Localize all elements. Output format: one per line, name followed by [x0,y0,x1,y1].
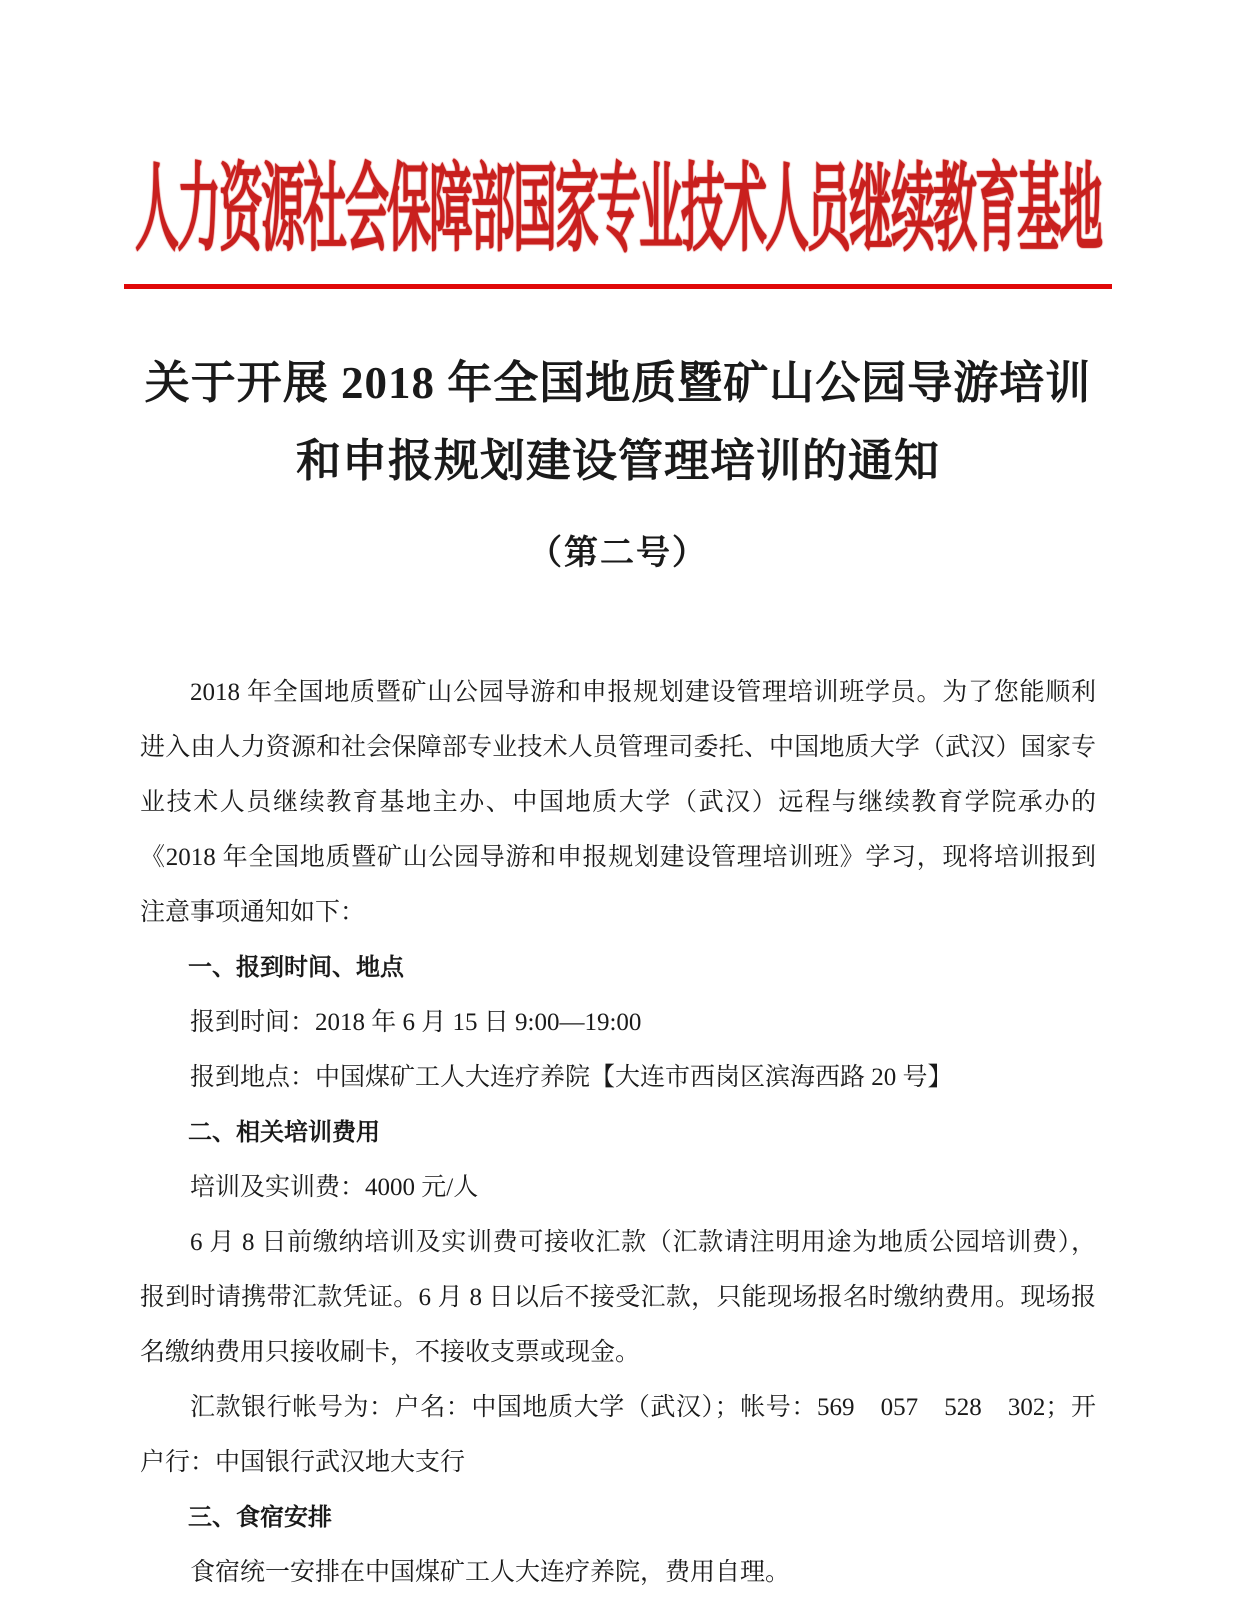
header-banner [0,156,1236,265]
document-title [0,344,1236,500]
section-heading-accommodation: 三、食宿安排 [188,1503,332,1531]
title-line-1: 关于开展 2018 年全国地质暨矿山公园导游培训 [144,358,1092,408]
section-heading-report-time: 一、报到时间、地点 [188,953,404,981]
paragraph-report-location: 报到地点：中国煤矿工人大连疗养院【大连市西岗区滨海西路 20 号】 [190,1064,953,1091]
header-rule [124,284,1112,289]
document-body [140,665,1096,1600]
paragraph-accommodation: 食宿统一安排在中国煤矿工人大连疗养院，费用自理。 [190,1559,791,1586]
section-heading-training-fees: 二、相关培训费用 [188,1118,380,1146]
header-banner-text: 人力资源社会保障部国家专业技术人员继续教育基地 [135,156,1101,265]
title-line-2: 和申报规划建设管理培训的通知 [295,436,940,486]
paragraph-payment-rules: 6 月 8 日前缴纳培训及实训费可接收汇款（汇款请注明用途为地质公园培训费），报到时请携带汇款凭证。6 月 8 日以后不接受汇款，只能现场报名时缴纳费用。现场报名缴纳费用只接收刷卡，不接收支票或现金。 [140,1229,1096,1366]
document-subtitle: （第二号） [528,535,708,572]
paragraph-fee-amount: 培训及实训费：4000 元/人 [190,1174,479,1201]
paragraph-report-time: 报到时间：2018 年 6 月 15 日 9:00—19:00 [190,1009,642,1036]
paragraph-intro: 2018 年全国地质暨矿山公园导游和申报规划建设管理培训班学员。为了您能顺利进入由人力资源和社会保障部专业技术人员管理司委托、中国地质大学（武汉）国家专业技术人员继续教育基地主办、中国地质大学（武汉）远程与继续教育学院承办的《2018 年全国地质暨矿山公园导游和申报规划建设管理培训班》学习，现将培训报到注意事项通知如下： [140,679,1096,926]
paragraph-bank-account: 汇款银行帐号为：户名：中国地质大学（武汉）；帐号：569 057 528 302；开户行：中国银行武汉地大支行 [140,1394,1096,1476]
